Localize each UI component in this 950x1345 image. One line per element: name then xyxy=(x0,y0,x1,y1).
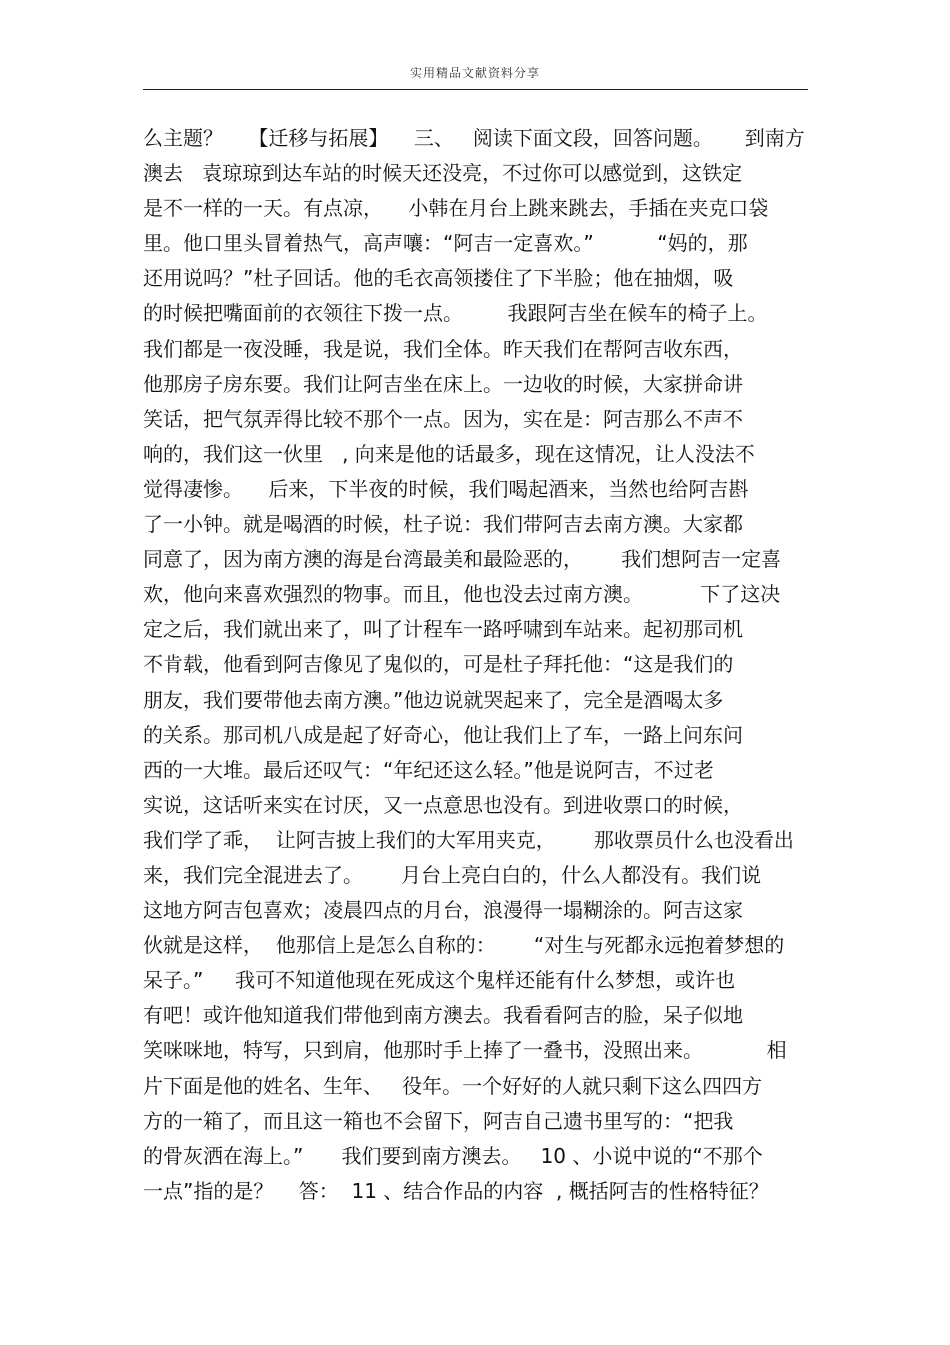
text-line: 笑话，把气氛弄得比较不那个一点。因为，实在是：阿吉那么不声不 xyxy=(143,406,743,431)
text-line: 他那房子房东要。我们让阿吉坐在床上。一边收的时候，大家拼命讲 xyxy=(143,371,743,396)
text-line: 同意了，因为南方澳的海是台湾最美和最险恶的， 我们想阿吉一定喜 xyxy=(143,547,782,572)
text-line: 澳去 袁琼琼到达车站的时候天还没亮，不过你可以感觉到，这铁定 xyxy=(143,161,743,186)
text-line: 欢，他向来喜欢强烈的物事。而且，他也没去过南方澳。 下了这决 xyxy=(143,582,781,607)
text-line: 么主题？ 【迁移与拓展】 三、 阅读下面文段，回答问题。 到南方 xyxy=(143,126,805,150)
text-line: 我们都是一夜没睡，我是说，我们全体。昨天我们在帮阿吉收东西， xyxy=(143,336,743,361)
text-line: 的骨灰洒在海上。” 我们要到南方澳去。 10 、小说中说的“不那个 xyxy=(143,1143,763,1168)
text-line: 伙就是这样， 他那信上是怎么自称的： “对生与死都永远抱着梦想的 xyxy=(143,933,785,958)
text-line: 西的一大堆。最后还叹气：“年纪还这么轻。”他是说阿吉，不过老 xyxy=(143,757,714,782)
text-line: 这地方阿吉包喜欢；凌晨四点的月台，浪漫得一塌糊涂的。阿吉这家 xyxy=(143,898,743,923)
page-header: 实用精品文献资料分享 xyxy=(409,66,540,80)
text-line: 笑咪咪地，特写，只到肩，他那时手上捧了一叠书，没照出来。 相 xyxy=(143,1038,787,1063)
text-line: 里。他口里头冒着热气，高声嚷：“阿吉一定喜欢。” “妈的，那 xyxy=(143,231,748,256)
header-divider xyxy=(143,89,808,90)
text-line: 片下面是他的姓名、生年、 役年。一个好好的人就只剩下这么四四方 xyxy=(143,1073,763,1098)
text-line: 不肯载，他看到阿吉像见了鬼似的，可是杜子拜托他：“这是我们的 xyxy=(143,652,734,677)
text-line: 定之后，我们就出来了，叫了计程车一路呼啸到车站来。起初那司机 xyxy=(143,617,743,642)
text-line: 方的一箱了，而且这一箱也不会留下，阿吉自己遗书里写的：“把我 xyxy=(143,1108,734,1133)
text-line: 有吧！或许他知道我们带他到南方澳去。我看看阿吉的脸，呆子似地 xyxy=(143,1003,743,1028)
text-line: 我们学了乖， 让阿吉披上我们的大军用夹克， 那收票员什么也没看出 xyxy=(143,827,794,852)
text-line: 一点”指的是？ 答： 11 、结合作品的内容 , 概括阿吉的性格特征？ xyxy=(143,1178,769,1203)
document-body xyxy=(143,121,823,1209)
text-line: 还用说吗？”杜子回话。他的毛衣高领搂住了下半脸；他在抽烟，吸 xyxy=(143,266,734,291)
text-line: 朋友，我们要带他去南方澳。”他边说就哭起来了，完全是酒喝太多 xyxy=(143,687,724,712)
text-line: 的关系。那司机八成是起了好奇心，他让我们上了车，一路上问东问 xyxy=(143,722,743,747)
text-line: 响的，我们这一伙里 , 向来是他的话最多，现在这情况，让人没法不 xyxy=(143,441,755,466)
text-line: 的时候把嘴面前的衣领往下拨一点。 我跟阿吉坐在候车的椅子上。 xyxy=(143,301,768,326)
text-line: 了一小钟。就是喝酒的时候，杜子说：我们带阿吉去南方澳。大家都 xyxy=(143,512,743,537)
text-line: 觉得凄惨。 后来，下半夜的时候，我们喝起酒来，当然也给阿吉斟 xyxy=(143,476,749,501)
text-line: 呆子。” 我可不知道他现在死成这个鬼样还能有什么梦想，或许也 xyxy=(143,968,736,993)
text-line: 来，我们完全混进去了。 月台上亮白白的，什么人都没有。我们说 xyxy=(143,862,762,887)
text-line: 实说，这话听来实在讨厌，又一点意思也没有。到进收票口的时候， xyxy=(143,792,743,817)
text-line: 是不一样的一天。有点凉， 小韩在月台上跳来跳去，手插在夹克口袋 xyxy=(143,196,769,221)
